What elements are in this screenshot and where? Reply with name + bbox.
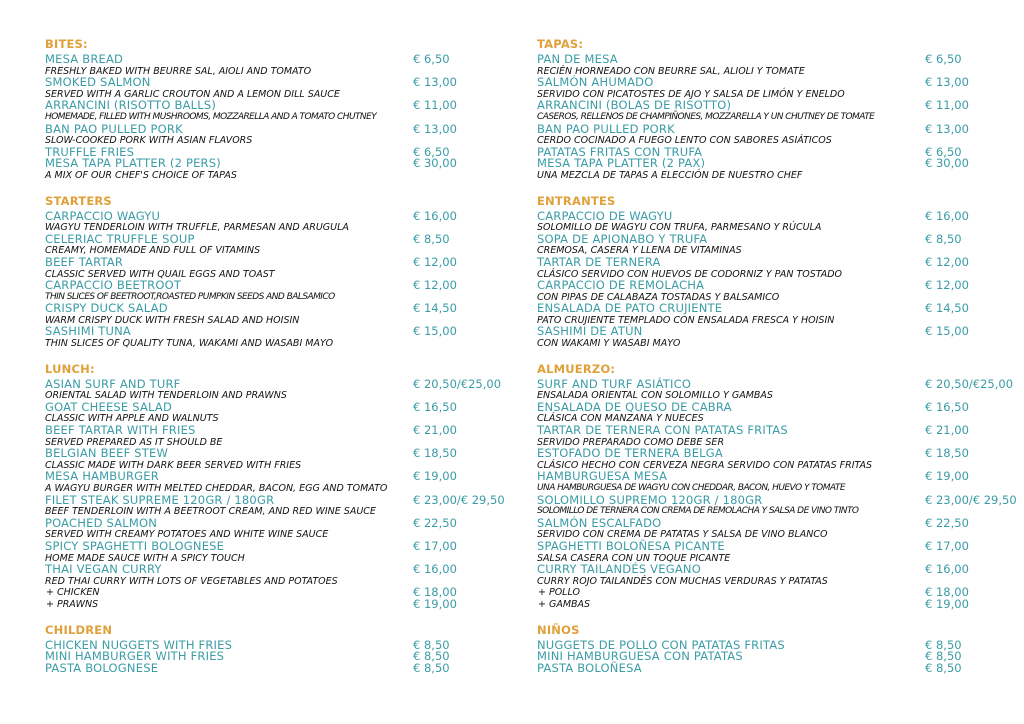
- item-description: WARM CRISPY DUCK WITH FRESH SALAD AND HOISIN: [45, 314, 300, 326]
- menu-item: [45, 208, 515, 234]
- menu-item: [45, 538, 515, 564]
- extra-name: + CHICKEN: [46, 587, 100, 599]
- item-price: € 12,00: [925, 254, 969, 269]
- menu-item: [537, 100, 1017, 123]
- item-description: SERVIDO CON CREMA DE PATATAS Y SALSA DE VINO BLANCO: [537, 529, 828, 541]
- menu-item: [45, 425, 515, 448]
- item-description: SERVIDO PREPARADO COMO DEBE SER: [537, 436, 725, 448]
- item-name: MESA TAPA PLATTER (2 PERS): [45, 156, 221, 171]
- menu-section-entrantes: [537, 191, 1017, 350]
- section-title: CHILDREN: [45, 622, 113, 637]
- extra-price: € 19,00: [413, 596, 457, 611]
- item-description: BEEF TENDERLOIN WITH A BEETROOT CREAM, AND RED WINE SAUCE: [45, 506, 376, 518]
- item-description: ORIENTAL SALAD WITH TENDERLOIN AND PRAWNS: [45, 390, 287, 402]
- english-menu-column: [45, 34, 515, 674]
- item-name: ESTOFADO DE TERNERA BELGA: [537, 446, 723, 461]
- menu-item: [537, 448, 1017, 471]
- item-name: SURF AND TURF ASIÁTICO: [537, 376, 692, 391]
- section-title: ENTRANTES: [537, 193, 616, 208]
- item-price: € 19,00: [925, 469, 969, 484]
- item-price: € 12,00: [413, 278, 457, 293]
- item-price: € 8,50: [925, 660, 962, 675]
- item-price: € 8,50: [925, 231, 962, 246]
- item-name: SOPA DE APIONABO Y TRUFA: [537, 231, 708, 246]
- item-description: CERDO COCINADO A FUEGO LENTO CON SABORES ASIÁTICOS: [537, 135, 832, 147]
- section-spacer: [537, 611, 1017, 620]
- menu-item: [537, 326, 1017, 349]
- menu-item: [537, 208, 1017, 234]
- item-description: THIN SLICES OF BEETROOT,ROASTED PUMPKIN SEEDS AND BALSAMICO: [45, 291, 335, 302]
- item-price: € 11,00: [413, 98, 457, 113]
- item-price: € 17,00: [413, 538, 457, 553]
- item-description: A MIX OF OUR CHEF'S CHOICE OF TAPAS: [45, 169, 237, 181]
- menu-item: [45, 100, 515, 123]
- item-description: RED THAI CURRY WITH LOTS OF VEGETABLES AND POTATOES: [45, 575, 338, 587]
- item-description: CLÁSICO HECHO CON CERVEZA NEGRA SERVIDO CON PATATAS FRITAS: [537, 459, 872, 471]
- menu-item: [537, 254, 1017, 280]
- menu-item: [45, 121, 515, 147]
- item-name: SMOKED SALMON: [45, 75, 151, 90]
- menu-item: [45, 54, 515, 77]
- item-name: MESA BREAD: [45, 52, 124, 66]
- item-price: € 16,00: [413, 208, 457, 223]
- menu-item-extra: [537, 596, 1017, 611]
- menu-item: [45, 231, 515, 257]
- item-price: € 13,00: [413, 121, 457, 136]
- item-price: € 6,50: [925, 52, 962, 66]
- item-name: PASTA BOLOGNESE: [45, 660, 159, 675]
- section-title: LUNCH:: [45, 361, 95, 376]
- item-name: GOAT CHEESE SALAD: [45, 399, 173, 414]
- item-description: SERVIDO CON PICATOSTES DE AJO Y SALSA DE LIMÓN Y ENELDO: [537, 88, 845, 100]
- section-title: STARTERS: [45, 193, 112, 208]
- item-price: € 8,50: [925, 649, 962, 664]
- section-spacer: [537, 182, 1017, 191]
- menu-item: [537, 280, 1017, 303]
- item-price: € 6,50: [413, 144, 450, 159]
- item-price: € 16,00: [413, 562, 457, 577]
- menu-item: [537, 660, 1017, 675]
- item-name: NUGGETS DE POLLO CON PATATAS FRITAS: [537, 637, 785, 652]
- menu-item: [537, 399, 1017, 425]
- item-name: TRUFFLE FRIES: [45, 144, 135, 159]
- menu-item: [45, 564, 515, 587]
- menu-item: [45, 399, 515, 425]
- item-description: CLASSIC SERVED WITH QUAIL EGGS AND TOAST: [45, 268, 275, 280]
- item-description: CURRY ROJO TAILANDÉS CON MUCHAS VERDURAS Y PATATAS: [537, 575, 828, 587]
- item-name: THAI VEGAN CURRY: [45, 562, 162, 577]
- item-description: SERVED WITH A GARLIC CROUTON AND A LEMON DILL SAUCE: [45, 88, 340, 100]
- item-name: SASHIMI DE ATÚN: [537, 324, 643, 339]
- section-spacer: [537, 350, 1017, 359]
- section-spacer: [45, 182, 515, 191]
- menu-item: [537, 515, 1017, 541]
- menu-item: [537, 231, 1017, 257]
- menu-item-extra: [45, 596, 515, 611]
- item-description: A WAGYU BURGER WITH MELTED CHEDDAR, BACON, EGG AND TOMATO: [45, 483, 388, 494]
- item-name: CARPACCIO WAGYU: [45, 208, 161, 223]
- extra-price: € 18,00: [925, 585, 969, 600]
- item-description: CLÁSICO SERVIDO CON HUEVOS DE CODORNIZ Y PAN TOSTADO: [537, 268, 843, 280]
- item-name: PATATAS FRITAS CON TRUFA: [537, 144, 703, 159]
- menu-section-almuerzo: [537, 359, 1017, 611]
- item-name: BAN PAO PULLED PORK: [45, 121, 183, 136]
- item-price: € 11,00: [925, 98, 969, 113]
- item-description: SERVED WITH CREAMY POTATOES AND WHITE WINE SAUCE: [45, 529, 329, 541]
- extra-price: € 19,00: [925, 596, 969, 611]
- menu-item: [537, 376, 1017, 402]
- item-name: BELGIAN BEEF STEW: [45, 446, 169, 461]
- item-price: € 12,00: [925, 278, 969, 293]
- item-description: PATO CRUJIENTE TEMPLADO CON ENSALADA FRESCA Y HOISIN: [537, 314, 835, 326]
- item-name: MINI HAMBURGUESA CON PATATAS: [537, 649, 743, 664]
- item-description: SLOW-COOKED PORK WITH ASIAN FLAVORS: [45, 135, 253, 147]
- section-title: ALMUERZO:: [537, 361, 616, 376]
- item-description: SOLOMILLO DE WAGYU CON TRUFA, PARMESANO Y RÚCULA: [537, 222, 822, 234]
- section-title: BITES:: [45, 37, 88, 51]
- item-description: THIN SLICES OF QUALITY TUNA, WAKAMI AND WASABI MAYO: [45, 338, 334, 350]
- menu-section-tapas: [537, 34, 1017, 182]
- menu-item: [45, 448, 515, 471]
- item-price: € 15,00: [413, 324, 457, 339]
- item-price: € 22,50: [925, 515, 969, 530]
- item-description: WAGYU TENDERLOIN WITH TRUFFLE, PARMESAN AND ARUGULA: [45, 222, 349, 234]
- item-name: PAN DE MESA: [537, 52, 618, 66]
- item-name: POACHED SALMON: [45, 515, 158, 530]
- item-price: € 16,00: [925, 208, 969, 223]
- extra-name: + PRAWNS: [46, 598, 99, 610]
- item-description: CASEROS, RELLENOS DE CHAMPIÑONES, MOZZARELLA Y UN CHUTNEY DE TOMATE: [537, 111, 875, 122]
- item-name: SASHIMI TUNA: [45, 324, 131, 339]
- item-price: € 8,50: [413, 660, 450, 675]
- item-name: MESA TAPA PLATTER (2 PAX): [537, 156, 706, 171]
- item-price: € 20,50/€25,00: [925, 376, 1014, 391]
- item-price: € 6,50: [925, 144, 962, 159]
- item-price: € 23,00/€ 29,50: [925, 492, 1017, 507]
- item-price: € 21,00: [925, 423, 969, 438]
- menu-item: [45, 326, 515, 349]
- item-price: € 30,00: [413, 156, 457, 171]
- item-description: UNA HAMBURGUESA DE WAGYU CON CHEDDAR, BACON, HUEVO Y TOMATE: [537, 483, 845, 493]
- item-description: SOLOMILLO DE TERNERA CON CREMA DE REMOLACHA Y SALSA DE VINO TINTO: [537, 506, 859, 517]
- item-price: € 16,00: [925, 562, 969, 577]
- item-description: CLASSIC MADE WITH DARK BEER SERVED WITH FRIES: [45, 459, 302, 471]
- item-name: BEEF TARTAR: [45, 254, 124, 269]
- extra-price: € 18,00: [413, 585, 457, 600]
- item-name: BAN PAO PULLED PORK: [537, 121, 675, 136]
- item-name: SPAGHETTI BOLOÑESA PICANTE: [537, 538, 725, 553]
- item-price: € 17,00: [925, 538, 969, 553]
- item-name: FILET STEAK SUPREME 120GR / 180GR: [45, 492, 275, 507]
- item-price: € 12,00: [413, 254, 457, 269]
- item-name: SPICY SPAGHETTI BOLOGNESE: [45, 538, 225, 553]
- item-description: UNA MEZCLA DE TAPAS A ELECCIÓN DE NUESTRO CHEF: [537, 169, 803, 181]
- menu-item: [537, 77, 1017, 100]
- item-price: € 14,50: [413, 301, 457, 316]
- item-description: CREAMY, HOMEMADE AND FULL OF VITAMINS: [45, 245, 261, 257]
- item-description: CON WAKAMI Y WASABI MAYO: [537, 338, 681, 350]
- section-spacer: [45, 350, 515, 359]
- item-price: € 13,00: [925, 121, 969, 136]
- item-price: € 15,00: [925, 324, 969, 339]
- item-price: € 19,00: [413, 469, 457, 484]
- menu-item: [537, 303, 1017, 326]
- item-price: € 8,50: [413, 231, 450, 246]
- item-name: SOLOMILLO SUPREMO 120GR / 180GR: [537, 492, 763, 507]
- menu-item: [537, 564, 1017, 587]
- item-price: € 18,50: [925, 446, 969, 461]
- menu-item: [537, 538, 1017, 564]
- item-price: € 18,50: [413, 446, 457, 461]
- spanish-menu-column: [537, 34, 1017, 674]
- item-price: € 8,50: [413, 637, 450, 652]
- item-name: CELERIAC TRUFFLE SOUP: [45, 231, 195, 246]
- menu-section-ninos: [537, 620, 1017, 675]
- menu-item: [45, 158, 515, 181]
- item-name: CARPACCIO DE REMOLACHA: [537, 278, 705, 293]
- menu-item: [45, 660, 515, 675]
- item-name: ARRANCINI (BOLAS DE RISOTTO): [537, 98, 732, 113]
- item-name: HAMBURGUESA MESA: [537, 469, 668, 484]
- menu-item: [45, 515, 515, 541]
- menu-item: [537, 158, 1017, 181]
- item-price: € 14,50: [925, 301, 969, 316]
- menu-item: [537, 54, 1017, 77]
- item-description: SERVED PREPARED AS IT SHOULD BE: [45, 436, 223, 448]
- item-price: € 30,00: [925, 156, 969, 171]
- item-name: CHICKEN NUGGETS WITH FRIES: [45, 637, 233, 652]
- item-name: MINI HAMBURGER WITH FRIES: [45, 649, 225, 664]
- menu-item: [45, 280, 515, 303]
- item-description: HOME MADE SAUCE WITH A SPICY TOUCH: [45, 552, 245, 564]
- item-price: € 8,50: [925, 637, 962, 652]
- menu-item: [45, 77, 515, 100]
- menu-item: [45, 303, 515, 326]
- item-name: ASIAN SURF AND TURF: [45, 376, 181, 391]
- section-title: NIÑOS: [537, 622, 580, 637]
- item-price: € 6,50: [413, 52, 450, 66]
- item-name: CRISPY DUCK SALAD: [45, 301, 168, 316]
- item-description: CLASSIC WITH APPLE AND WALNUTS: [45, 413, 219, 425]
- item-name: PASTA BOLOÑESA: [537, 660, 642, 675]
- item-description: FRESHLY BAKED WITH BEURRE SAL, AIOLI AND TOMATO: [45, 65, 312, 77]
- menu-item: [537, 121, 1017, 147]
- item-name: ARRANCINI (RISOTTO BALLS): [45, 98, 217, 113]
- item-price: € 22,50: [413, 515, 457, 530]
- item-name: ENSALADA DE PATO CRUJIENTE: [537, 301, 723, 316]
- menu-item: [45, 376, 515, 402]
- item-name: MESA HAMBURGER: [45, 469, 159, 484]
- menu-item: [537, 425, 1017, 448]
- item-name: CURRY TAILANDÉS VEGANO: [537, 562, 701, 577]
- item-price: € 21,00: [413, 423, 457, 438]
- item-name: TARTAR DE TERNERA: [537, 254, 661, 269]
- item-description: CREMOSA, CASERA Y LLENA DE VITAMINAS: [537, 245, 742, 257]
- menu-section-lunch: [45, 359, 515, 611]
- extra-name: + POLLO: [538, 587, 580, 599]
- item-description: SALSA CASERA CON UN TOQUE PICANTE: [537, 552, 731, 564]
- item-price: € 23,00/€ 29,50: [413, 492, 505, 507]
- item-description: RECIÉN HORNEADO CON BEURRE SAL, ALIOLI Y TOMATE: [537, 65, 805, 77]
- item-name: SALMÓN ESCALFADO: [537, 515, 662, 530]
- menu-section-bites: [45, 34, 515, 182]
- section-spacer: [45, 611, 515, 620]
- item-description: HOMEMADE, FILLED WITH MUSHROOMS, MOZZARELLA AND A TOMATO CHUTNEY: [45, 111, 377, 122]
- item-name: CARPACCIO BEETROOT: [45, 278, 182, 293]
- item-name: TARTAR DE TERNERA CON PATATAS FRITAS: [537, 423, 788, 438]
- menu-item: [45, 254, 515, 280]
- item-price: € 8,50: [413, 649, 450, 664]
- item-name: ENSALADA DE QUESO DE CABRA: [537, 399, 732, 414]
- section-title: TAPAS:: [537, 37, 584, 51]
- menu-item: [45, 492, 515, 518]
- item-price: € 13,00: [413, 75, 457, 90]
- item-description: CON PIPAS DE CALABAZA TOSTADAS Y BALSAMICO: [537, 291, 780, 303]
- item-price: € 16,50: [413, 399, 457, 414]
- item-price: € 20,50/€25,00: [413, 376, 502, 391]
- item-name: BEEF TARTAR WITH FRIES: [45, 423, 196, 438]
- item-description: ENSALADA ORIENTAL CON SOLOMILLO Y GAMBAS: [537, 390, 773, 402]
- item-price: € 16,50: [925, 399, 969, 414]
- extra-name: + GAMBAS: [538, 598, 591, 610]
- item-description: CLÁSICA CON MANZANA Y NUECES: [537, 413, 704, 425]
- menu-item: [45, 471, 515, 494]
- menu-item: [537, 492, 1017, 518]
- item-name: CARPACCIO DE WAGYU: [537, 208, 673, 223]
- menu-section-starters: [45, 191, 515, 350]
- item-name: SALMÓN AHUMADO: [537, 75, 654, 90]
- item-price: € 13,00: [925, 75, 969, 90]
- menu-section-children: [45, 620, 515, 675]
- menu-item: [537, 471, 1017, 494]
